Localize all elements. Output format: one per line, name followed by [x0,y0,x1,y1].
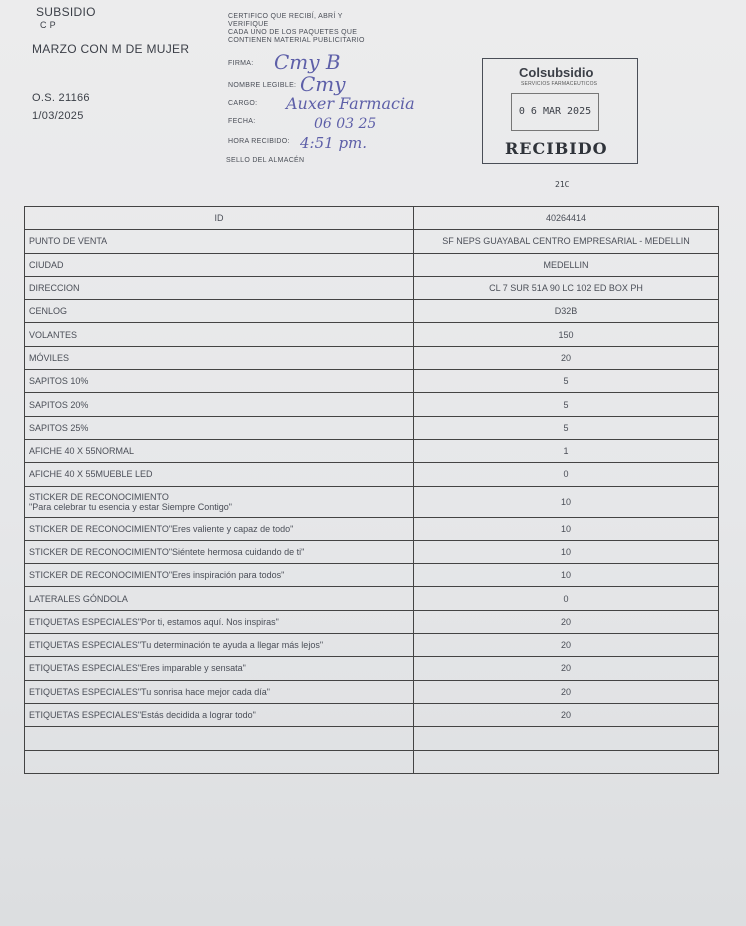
table-row [25,634,719,657]
handwritten-name: Cmy [300,72,346,96]
row-label [25,727,414,750]
row-label: STICKER DE RECONOCIMIENTO"Siéntete hermosa cuidando de ti" [25,540,414,563]
handwritten-time: 4:51 pm. [300,134,368,152]
table-row [25,517,719,540]
table-row [25,253,719,276]
table-row [25,346,719,369]
sello-label: SELLO DEL ALMACÉN [226,157,305,164]
row-label-line: STICKER DE RECONOCIMIENTO [29,491,169,502]
row-label: CIUDAD [25,253,414,276]
row-label [25,486,414,517]
row-value: 10 [414,564,719,587]
table-row [25,207,719,230]
order-date: 1/03/2025 [32,110,84,122]
row-label: VOLANTES [25,323,414,346]
row-value: D32B [414,300,719,323]
page-code: 21C [555,180,570,189]
certificate-line: CERTIFICO QUE RECIBÍ, ABRÍ Y [228,13,343,20]
fecha-label: FECHA: [228,118,256,125]
row-label: ETIQUETAS ESPECIALES"Tu determinación te ayuda a llegar más lejos" [25,634,414,657]
row-value: 5 [414,370,719,393]
stamp-logo: Colsubsidio [519,65,594,80]
row-value: 5 [414,393,719,416]
nombre-label: NOMBRE LEGIBLE: [228,82,297,89]
hora-label: HORA RECIBIDO: [228,138,290,145]
row-label: MÓVILES [25,346,414,369]
table-row [25,727,719,750]
row-value: 40264414 [414,207,719,230]
row-value [414,750,719,773]
row-label: ETIQUETAS ESPECIALES"Estás decidida a lograr todo" [25,703,414,726]
certificate-line: CONTIENEN MATERIAL PUBLICITARIO [228,37,365,44]
row-value: 20 [414,680,719,703]
certificate-line: CADA UNO DE LOS PAQUETES QUE [228,29,358,36]
row-value: MEDELLIN [414,253,719,276]
cargo-label: CARGO: [228,100,258,107]
row-value: 1 [414,439,719,462]
table-row [25,276,719,299]
firma-label: FIRMA: [228,60,254,67]
row-label: ETIQUETAS ESPECIALES"Por ti, estamos aquí. Nos inspiras" [25,610,414,633]
row-value: SF NEPS GUAYABAL CENTRO EMPRESARIAL - MEDELLIN [414,230,719,253]
table-row [25,439,719,462]
brand-name: SUBSIDIO [36,5,96,19]
table-row [25,657,719,680]
row-value: 20 [414,346,719,369]
handwritten-signature: Cmy B [274,50,341,74]
row-value: 20 [414,703,719,726]
row-label: CENLOG [25,300,414,323]
row-value: 20 [414,610,719,633]
table-row [25,540,719,563]
table-row [25,587,719,610]
row-value: 150 [414,323,719,346]
materials-table [24,206,719,774]
handwritten-position: Auxer Farmacia [286,94,415,113]
row-label [25,750,414,773]
stamp-date: 0 6 MAR 2025 [511,93,599,131]
row-value: CL 7 SUR 51A 90 LC 102 ED BOX PH [414,276,719,299]
row-label: STICKER DE RECONOCIMIENTO"Eres valiente y capaz de todo" [25,517,414,540]
row-label: LATERALES GÓNDOLA [25,587,414,610]
table-row [25,230,719,253]
row-label: ID [25,207,414,230]
table-row [25,610,719,633]
table-row [25,323,719,346]
row-label: AFICHE 40 X 55NORMAL [25,439,414,462]
table-row [25,680,719,703]
table-row [25,300,719,323]
row-value: 0 [414,463,719,486]
table-row [25,486,719,517]
table-row [25,370,719,393]
row-value [414,727,719,750]
handwritten-date: 06 03 25 [314,116,377,132]
order-number: O.S. 21166 [32,92,90,104]
stamp-subtitle: SERVICIOS FARMACEUTICOS [521,81,598,87]
row-value: 0 [414,587,719,610]
row-label: AFICHE 40 X 55MUEBLE LED [25,463,414,486]
row-label: PUNTO DE VENTA [25,230,414,253]
row-label: ETIQUETAS ESPECIALES"Eres imparable y sensata" [25,657,414,680]
row-label: STICKER DE RECONOCIMIENTO"Eres inspiración para todos" [25,564,414,587]
row-label-line: "Para celebrar tu esencia y estar Siempre Contigo" [29,501,232,512]
table-row [25,416,719,439]
row-value: 20 [414,657,719,680]
row-label: SAPITOS 25% [25,416,414,439]
brand-subtitle: C P [40,20,56,30]
row-value: 20 [414,634,719,657]
row-label: SAPITOS 10% [25,370,414,393]
stamp-label: RECIBIDO [505,139,608,158]
row-label: SAPITOS 20% [25,393,414,416]
row-value: 10 [414,486,719,517]
row-value: 5 [414,416,719,439]
certificate-line: VERIFIQUE [228,21,269,28]
table-row [25,564,719,587]
table-row [25,703,719,726]
row-label: DIRECCION [25,276,414,299]
row-value: 10 [414,517,719,540]
table-row [25,393,719,416]
received-stamp [482,58,638,164]
row-value: 10 [414,540,719,563]
campaign-name: MARZO CON M DE MUJER [32,42,190,56]
table-row [25,750,719,773]
table-row [25,463,719,486]
row-label: ETIQUETAS ESPECIALES"Tu sonrisa hace mejor cada día" [25,680,414,703]
